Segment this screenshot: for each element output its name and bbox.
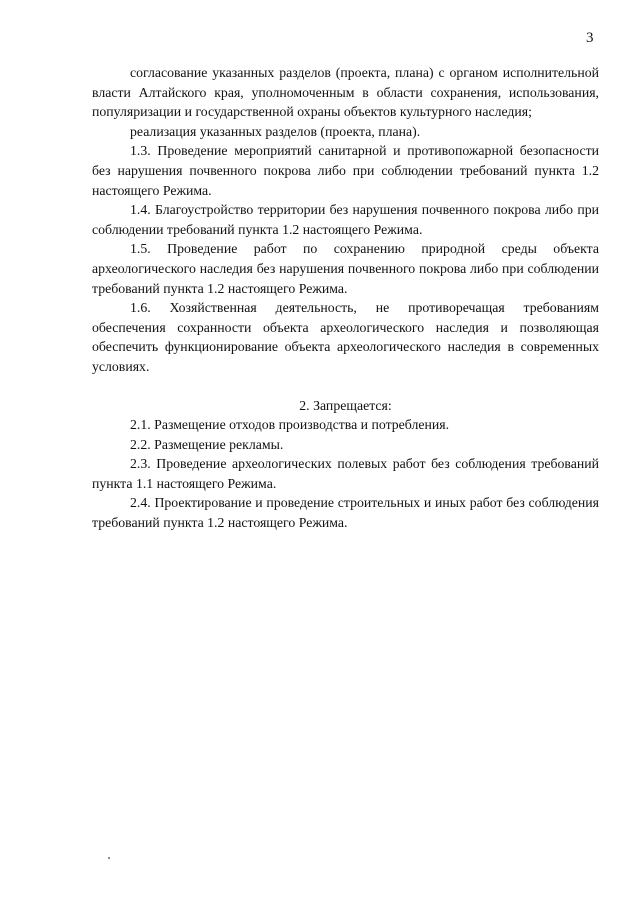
- paragraph-1-3: 1.3. Проведение мероприятий санитарной и противопожарной безопасности без нарушения почвенного покрова либо при соблюдении требований пункта 1.2 настоящего Режима.: [92, 143, 599, 198]
- scan-speck: [108, 857, 110, 859]
- paragraph-1-4: 1.4. Благоустройство территории без нарушения почвенного покрова либо при соблюдении требований пункта 1.2 настоящего Режима.: [92, 202, 599, 237]
- document-body: [92, 63, 599, 533]
- paragraph-1-6: 1.6. Хозяйственная деятельность, не противоречащая требованиям обеспечения сохранности объекта археологического наследия и позволяющая обеспечить функционирование объекта археологического наследия в современных условиях.: [92, 300, 599, 374]
- page-number: 3: [586, 30, 594, 46]
- paragraph-approval: согласование указанных разделов (проекта, плана) с органом исполнительной власти Алтайского края, уполномоченным в области сохранения, использования, популяризации и государственной охраны объектов культурного наследия;: [92, 65, 599, 120]
- paragraph-1-5: 1.5. Проведение работ по сохранению природной среды объекта археологического наследия без нарушения почвенного покрова либо при соблюдении требований пункта 1.2 настоящего Режима.: [92, 241, 599, 296]
- section-2-title: 2. Запрещается:: [299, 397, 392, 413]
- paragraph-2-2: 2.2. Размещение рекламы.: [130, 436, 284, 452]
- paragraph-2-4: 2.4. Проектирование и проведение строительных и иных работ без соблюдения требований пункта 1.2 настоящего Режима.: [92, 495, 599, 531]
- paragraph-implementation: реализация указанных разделов (проекта, плана).: [130, 123, 421, 139]
- paragraph-2-3: 2.3. Проведение археологических полевых работ без соблюдения требований пункта 1.1 настоящего Режима.: [92, 456, 599, 491]
- paragraph-2-1: 2.1. Размещение отходов производства и потребления.: [130, 417, 450, 433]
